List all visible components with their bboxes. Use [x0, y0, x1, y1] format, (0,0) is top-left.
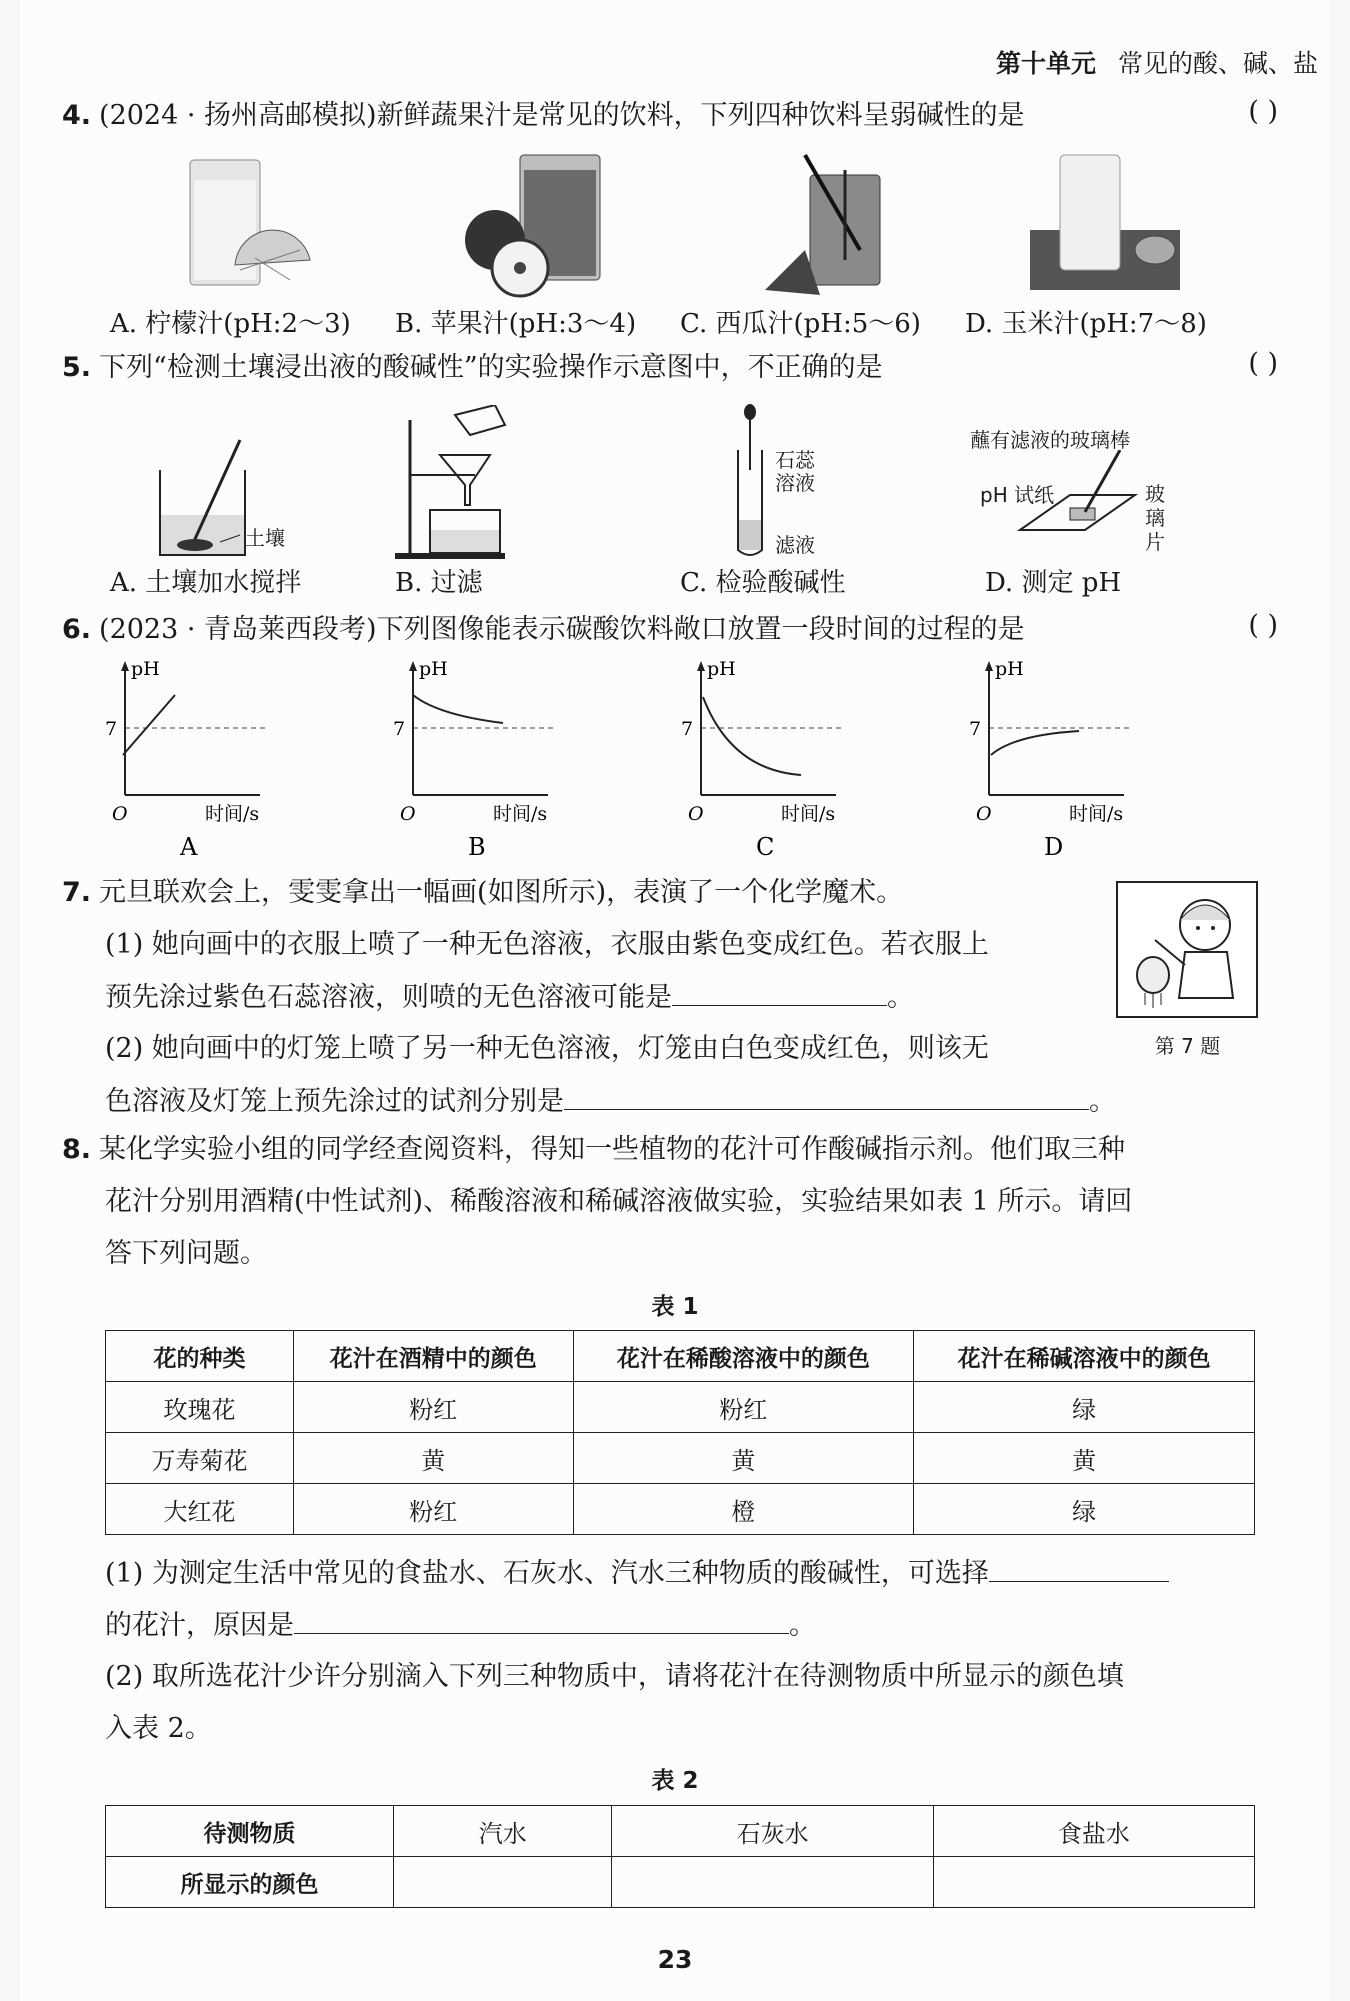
graph-b[interactable] — [393, 658, 553, 861]
table2-answer-cell[interactable] — [933, 1857, 1254, 1908]
graph-a[interactable] — [105, 658, 265, 861]
ph-graphs — [95, 655, 1195, 870]
page-number: 23 — [657, 1945, 693, 1974]
glass-slide-label: 玻 璃 片 — [1145, 482, 1165, 554]
q8-sub1-line1: (1) 为测定生活中常见的食盐水、石灰水、汽水三种物质的酸碱性，可选择 — [105, 1553, 1169, 1594]
q5-option-c[interactable]: C. 检验酸碱性 — [680, 568, 846, 598]
table-row: 所显示的颜色 — [106, 1857, 1255, 1908]
watermelon-juice-image — [760, 150, 900, 300]
svg-text:pH: pH — [995, 658, 1024, 680]
q7-part2-line2: 色溶液及灯笼上预先涂过的试剂分别是 。 — [105, 1081, 1116, 1122]
question-4-stem: 4. (2024 · 扬州高邮模拟)新鲜蔬果汁是常见的饮料，下列四种饮料呈弱碱性的是 — [62, 100, 1025, 131]
q4-option-a[interactable]: A. 柠檬汁(pH:2～3) — [110, 309, 351, 339]
q8-sub2-line2: 入表 2。 — [105, 1713, 212, 1744]
unit-number: 第十单元 — [995, 49, 1096, 78]
svg-text:D: D — [1044, 833, 1064, 861]
table2-answer-cell[interactable] — [612, 1857, 933, 1908]
table-row: 玫瑰花 粉红 粉红 绿 — [106, 1382, 1255, 1433]
table1-header: 花汁在稀酸溶液中的颜色 — [573, 1331, 914, 1382]
q8-answer-blank-2[interactable] — [294, 1605, 789, 1634]
svg-text:O: O — [400, 803, 416, 825]
table1-caption: 表 1 — [651, 1294, 699, 1320]
q4-option-d[interactable]: D. 玉米汁(pH:7～8) — [965, 309, 1207, 339]
q5-option-b[interactable]: B. 过滤 — [395, 568, 483, 598]
apple-juice-image — [460, 150, 620, 300]
answer-paren-5[interactable]: ( ) — [1248, 348, 1278, 379]
svg-text:7: 7 — [393, 718, 406, 740]
q7-magic-drawing — [1115, 880, 1260, 1020]
svg-text:7: 7 — [969, 718, 982, 740]
question-7-stem: 7. 元旦联欢会上，雯雯拿出一幅画(如图所示)，表演了一个化学魔术。 — [62, 877, 904, 908]
table1-header: 花汁在酒精中的颜色 — [294, 1331, 574, 1382]
table-row: 万寿菊花 黄 黄 黄 — [106, 1433, 1255, 1484]
table1 — [105, 1330, 1255, 1535]
graph-c[interactable] — [681, 658, 841, 861]
litmus-solution-label: 溶液 — [775, 471, 815, 495]
q8-sub1-line2: 的花汁，原因是 。 — [105, 1605, 816, 1646]
ph-paper-label: pH 试纸 — [980, 483, 1055, 507]
unit-title: 常见的酸、碱、盐 — [1117, 49, 1318, 78]
q8-line2: 花汁分别用酒精(中性试剂)、稀酸溶液和稀碱溶液做实验，实验结果如表 1 所示。请回 — [105, 1186, 1133, 1217]
glass-rod-label: 蘸有滤液的玻璃棒 — [970, 428, 1130, 452]
svg-text:O: O — [976, 803, 992, 825]
answer-paren-4[interactable]: ( ) — [1248, 96, 1278, 127]
svg-text:B: B — [468, 833, 486, 861]
q8-line3: 答下列问题。 — [105, 1238, 267, 1269]
q7-part2-line1: (2) 她向画中的灯笼上喷了另一种无色溶液，灯笼由白色变成红色，则该无 — [105, 1033, 989, 1064]
lemon-juice-image — [180, 150, 320, 300]
table1-header: 花的种类 — [106, 1331, 294, 1382]
q7-answer-blank-2[interactable] — [564, 1081, 1089, 1110]
q7-answer-blank-1[interactable] — [672, 977, 887, 1006]
svg-text:A: A — [180, 833, 198, 861]
table2-caption: 表 2 — [651, 1768, 699, 1794]
q5-option-a[interactable]: A. 土壤加水搅拌 — [110, 568, 302, 598]
q4-option-c[interactable]: C. 西瓜汁(pH:5～6) — [680, 309, 921, 339]
svg-text:pH: pH — [131, 658, 160, 680]
filtrate-label: 滤液 — [775, 533, 815, 557]
soil-label: 土壤 — [245, 526, 285, 550]
unit-header — [996, 44, 1318, 80]
ph-test-diagram — [1010, 450, 1150, 560]
q4-option-b[interactable]: B. 苹果汁(pH:3～4) — [395, 309, 637, 339]
svg-text:7: 7 — [681, 718, 694, 740]
svg-text:时间/s: 时间/s — [1069, 803, 1124, 825]
corn-juice-image — [1030, 150, 1180, 300]
graph-d[interactable] — [969, 658, 1129, 861]
q7-part1-line1: (1) 她向画中的衣服上喷了一种无色溶液，衣服由紫色变成红色。若衣服上 — [105, 929, 989, 960]
question-5-stem: 5. 下列“检测土壤浸出液的酸碱性”的实验操作示意图中，不正确的是 — [62, 352, 883, 383]
svg-text:C: C — [756, 833, 775, 861]
svg-text:O: O — [112, 803, 128, 825]
svg-text:O: O — [688, 803, 704, 825]
table2-answer-cell[interactable] — [394, 1857, 612, 1908]
answer-paren-6[interactable]: ( ) — [1248, 610, 1278, 641]
table-row: 待测物质 汽水 石灰水 食盐水 — [106, 1806, 1255, 1857]
litmus-label: 石蕊 — [775, 448, 815, 472]
svg-text:pH: pH — [419, 658, 448, 680]
q7-figure-caption: 第 7 题 — [1154, 1034, 1221, 1058]
svg-text:7: 7 — [105, 718, 118, 740]
svg-text:pH: pH — [707, 658, 736, 680]
q8-answer-blank-1[interactable] — [989, 1553, 1169, 1582]
q8-sub2-line1: (2) 取所选花汁少许分别滴入下列三种物质中，请将花汁在待测物质中所显示的颜色填 — [105, 1661, 1124, 1692]
question-8-line1: 8. 某化学实验小组的同学经查阅资料，得知一些植物的花汁可作酸碱指示剂。他们取三种 — [62, 1134, 1126, 1165]
question-6-stem: 6. (2023 · 青岛莱西段考)下列图像能表示碳酸饮料敞口放置一段时间的过程的是 — [62, 614, 1025, 645]
table-row: 大红花 粉红 橙 绿 — [106, 1484, 1255, 1535]
q7-part1-line2: 预先涂过紫色石蕊溶液，则喷的无色溶液可能是 。 — [105, 977, 914, 1018]
svg-text:时间/s: 时间/s — [205, 803, 260, 825]
filtration-diagram — [395, 405, 535, 560]
q5-option-d[interactable]: D. 测定 pH — [985, 568, 1122, 598]
svg-text:时间/s: 时间/s — [493, 803, 548, 825]
table2 — [105, 1805, 1255, 1908]
svg-text:时间/s: 时间/s — [781, 803, 836, 825]
table1-header: 花汁在稀碱溶液中的颜色 — [914, 1331, 1255, 1382]
